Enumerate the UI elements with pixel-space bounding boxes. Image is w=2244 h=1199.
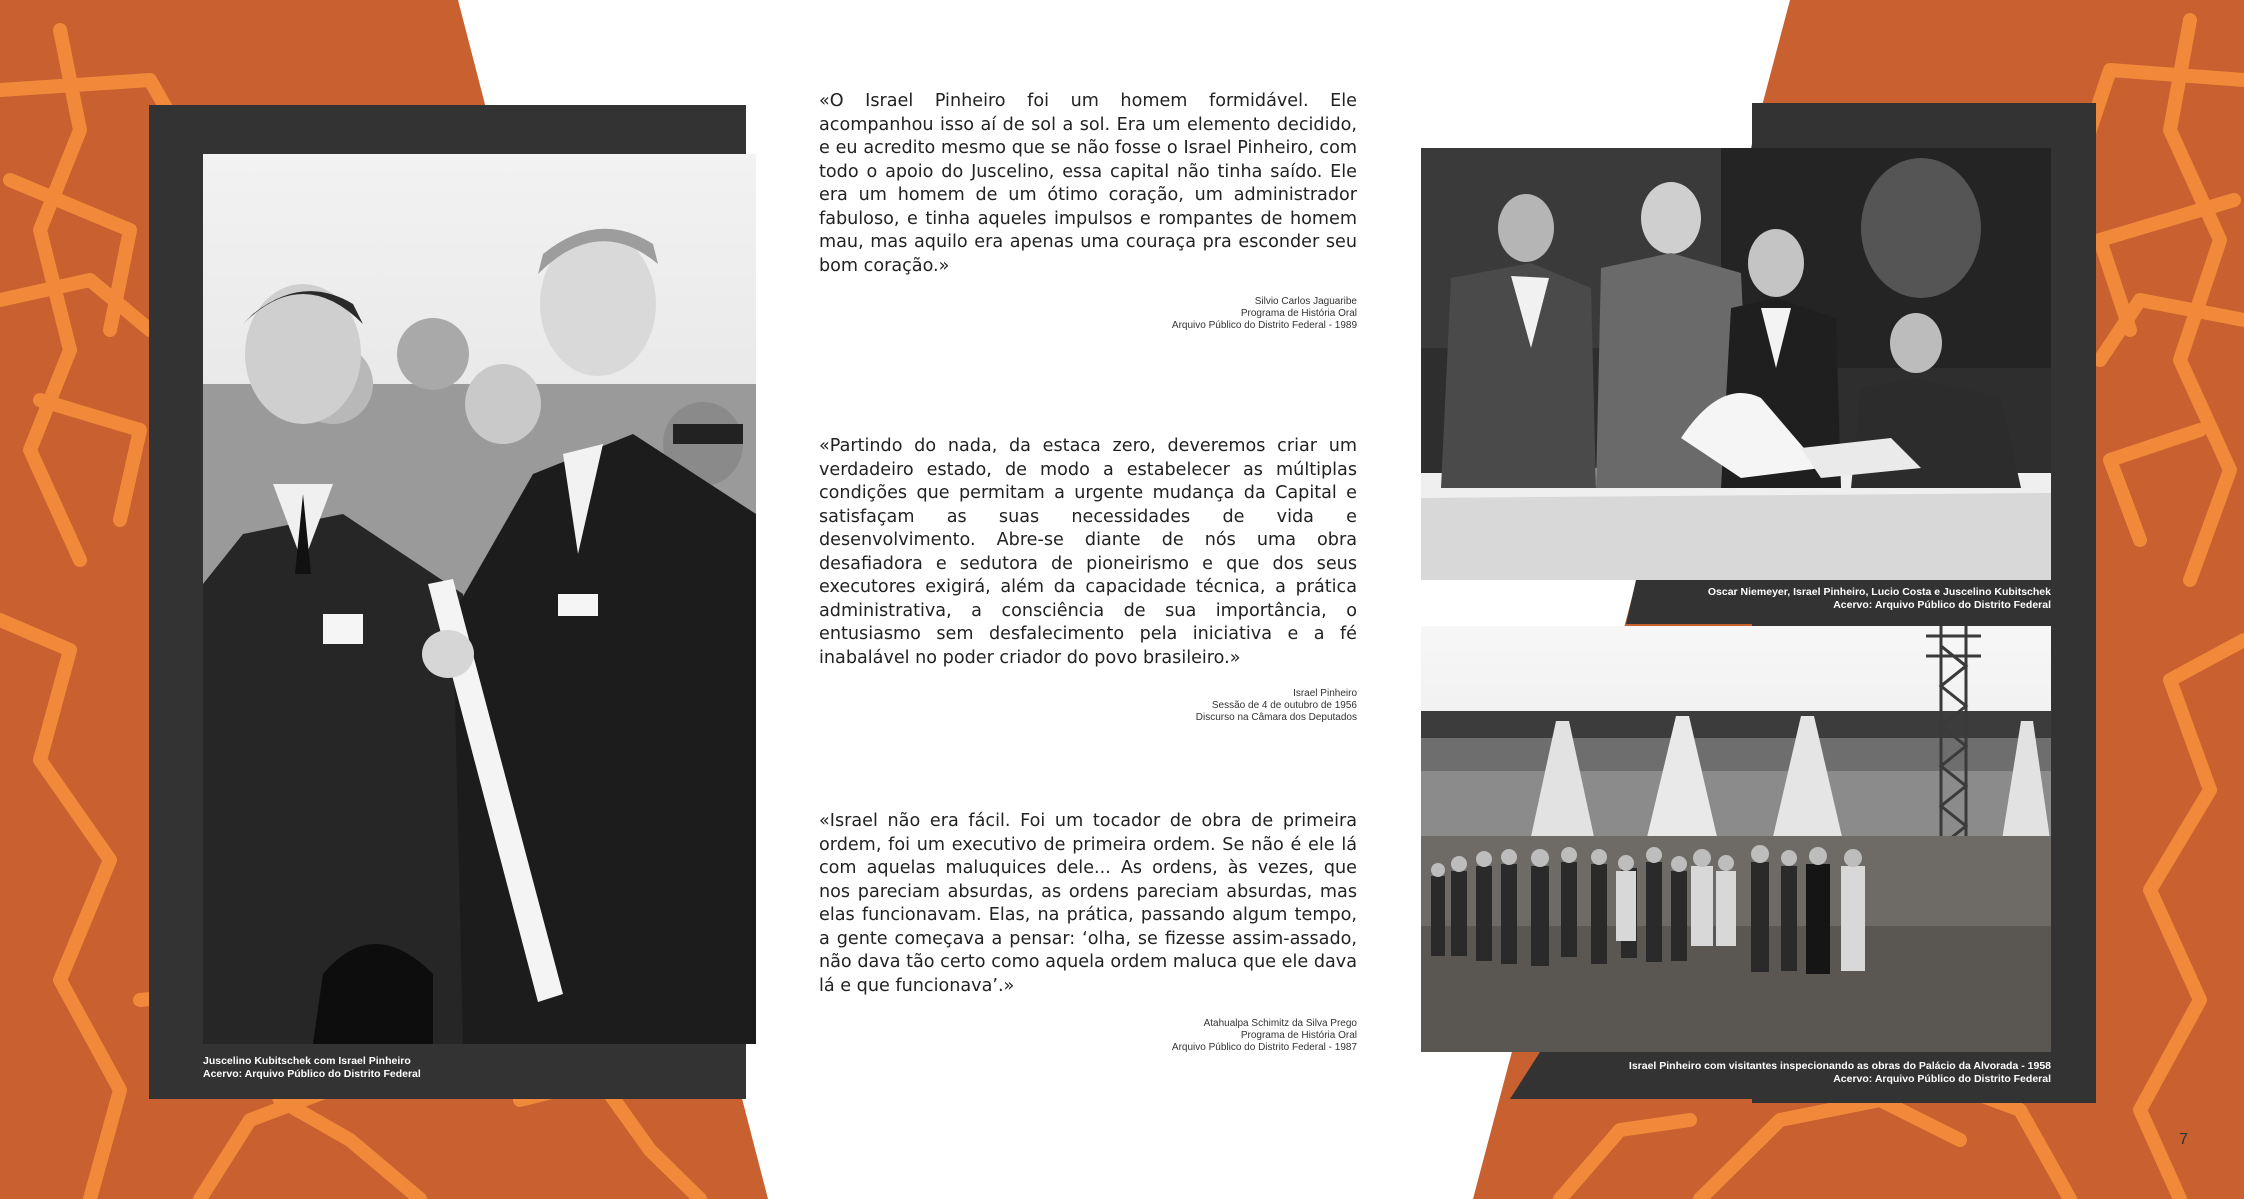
credit-prego: Atahualpa Schimitz da Silva Prego Programa de História Oral Arquivo Público do Distrito Federal - 1987 — [1171, 1018, 1357, 1053]
quote-text: «O Israel Pinheiro foi um homem formidável. Ele acompanhou isso aí de sol a sol. Era um elemento decidido, e eu acredito mesmo que se não fosse o Israel Pinheiro, com todo o apoio do Juscelino, essa capital não tinha saído. Ele era um homem de um ótimo coração, um administrador fabuloso, e tinha aqueles impulsos e rompantes de homem mau, mas aquilo era apenas uma couraça pra esconder seu bom coração.» — [819, 91, 1357, 276]
photo-planning-meeting — [1421, 148, 2051, 580]
credit-pinheiro: Israel Pinheiro Sessão de 4 de outubro de 1956 Discurso na Câmara dos Deputados — [1195, 688, 1357, 723]
quote-text: «Israel não era fácil. Foi um tocador de obra de primeira ordem, foi um executivo de primeira ordem. Se não é ele lá com aquelas maluquices dele... As ordens, às vezes, que nos pareciam absurdas, as ordens pareciam absurdas, mas elas funcionavam. Elas, na prática, passando algum tempo, a gente começava a pensar: ‘olha, se fizesse assim-assado, não dava tão certo como aquela ordem maluca que ele dava lá e que funcionava’.» — [819, 811, 1357, 996]
quote-prego — [819, 810, 1357, 998]
quote-pinheiro — [819, 435, 1357, 670]
photo-kubitschek-pinheiro — [203, 154, 756, 1044]
photo-alvorada-construction — [1421, 626, 2051, 1052]
credit-jaguaribe: Silvio Carlos Jaguaribe Programa de História Oral Arquivo Público do Distrito Federal - 1989 — [1171, 296, 1357, 331]
quote-jaguaribe — [819, 90, 1357, 278]
quote-text: «Partindo do nada, da estaca zero, deveremos criar um verdadeiro estado, de modo a estabelecer as múltiplas condições que permitam a urgente mudança da Capital e satisfaçam as suas necessidades de vida e desenvolvimento. Abre-se diante de nós uma obra desafiadora e sedutora de pioneirismo e que dos seus executores exigirá, além da capacidade técnica, a prática administrativa, a consciência de sua importância, o entusiasmo sem desfalecimento pela iniciativa e a fé inabalável no poder criador do povo brasileiro.» — [819, 436, 1357, 668]
photo-caption-top-right: Oscar Niemeyer, Israel Pinheiro, Lucio Costa e Juscelino Kubitschek Acervo: Arquivo Público do Distrito Federal — [1707, 586, 2051, 611]
photo-caption-bottom-right: Israel Pinheiro com visitantes inspecionando as obras do Palácio da Alvorada - 1958 Acervo: Arquivo Público do Distrito Federal — [1628, 1060, 2051, 1085]
page-number: 7 — [2179, 1131, 2188, 1148]
photo-caption-left: Juscelino Kubitschek com Israel Pinheiro Acervo: Arquivo Público do Distrito Federal — [203, 1055, 421, 1080]
